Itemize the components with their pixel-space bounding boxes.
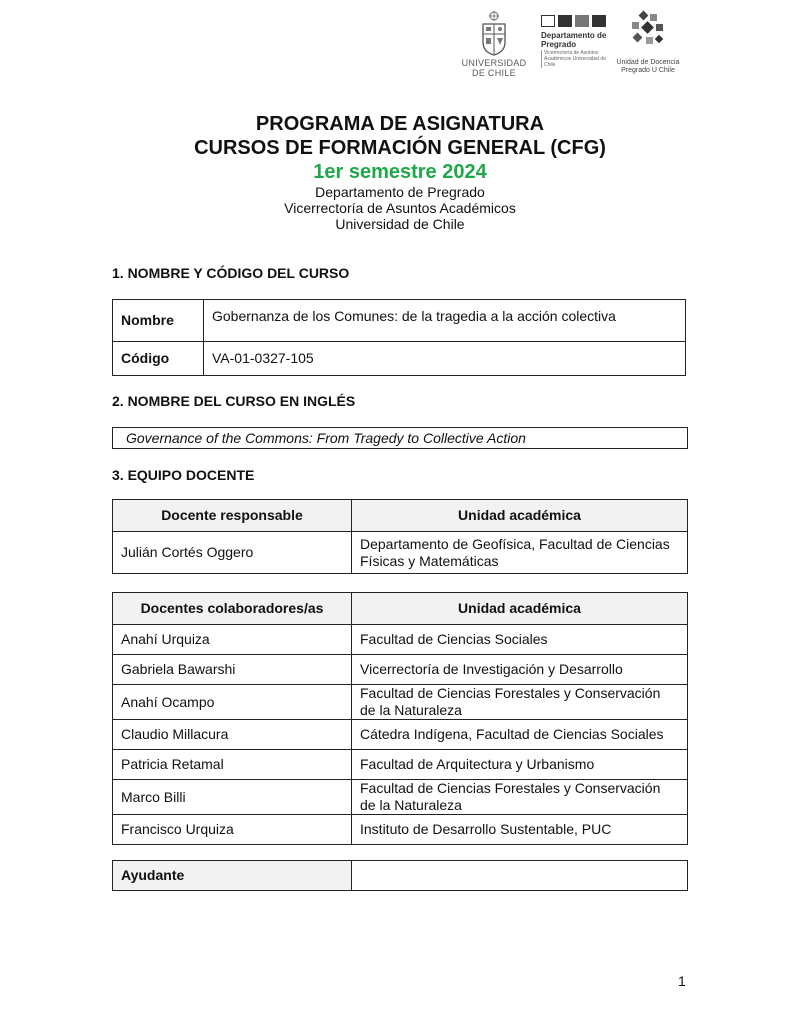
- collaborator-unit: Vicerrectoría de Investigación y Desarrollo: [352, 655, 688, 685]
- responsible-name: Julián Cortés Oggero: [113, 532, 352, 574]
- nombre-value: Gobernanza de los Comunes: de la tragedia a la acción colectiva: [204, 300, 686, 342]
- collaborator-name: Patricia Retamal: [113, 750, 352, 780]
- table-header-row: [113, 500, 688, 532]
- unidad-docencia-mark-icon: [628, 10, 668, 52]
- responsible-unit: Departamento de Geofísica, Facultad de Ciencias Físicas y Matemáticas: [352, 532, 688, 574]
- collaborator-name: Marco Billi: [113, 780, 352, 815]
- responsible-teacher-table: [112, 499, 688, 574]
- table-row: [113, 342, 686, 376]
- collaborator-unit: Instituto de Desarrollo Sustentable, PUC: [352, 815, 688, 845]
- university-crest-icon: [474, 10, 514, 56]
- table-row: [113, 720, 688, 750]
- table-row: [113, 300, 686, 342]
- table-row: [113, 532, 688, 574]
- ayudante-label: Ayudante: [113, 861, 352, 891]
- collaborator-unit: Facultad de Ciencias Sociales: [352, 625, 688, 655]
- ayudante-value: [352, 861, 688, 891]
- document-header: [0, 112, 800, 232]
- unidad-docencia-logo-name: Unidad de Docencia Pregrado U Chile: [616, 59, 680, 74]
- codigo-value: VA-01-0327-105: [204, 342, 686, 376]
- table-row: [113, 685, 688, 720]
- collaborator-name: Claudio Millacura: [113, 720, 352, 750]
- collaborator-unit: Facultad de Ciencias Forestales y Conservación de la Naturaleza: [352, 780, 688, 815]
- table-row: [113, 655, 688, 685]
- codigo-label: Código: [113, 342, 204, 376]
- nombre-label: Nombre: [113, 300, 204, 342]
- departamento-pregrado-logo: [541, 10, 607, 68]
- page-number: 1: [678, 973, 686, 989]
- header-vicerrectoria: Vicerrectoría de Asuntos Académicos: [284, 200, 516, 216]
- section-1-heading: 1. NOMBRE Y CÓDIGO DEL CURSO: [112, 265, 350, 281]
- collaborator-unit: Cátedra Indígena, Facultad de Ciencias Sociales: [352, 720, 688, 750]
- docentes-colaboradores-header: Docentes colaboradores/as: [113, 593, 352, 625]
- collaborators-table: [112, 592, 688, 845]
- table-header-row: [113, 593, 688, 625]
- departamento-logo-name: Departamento de Pregrado: [541, 31, 607, 49]
- english-course-name: Governance of the Commons: From Tragedy to Collective Action: [112, 427, 688, 449]
- unidad-docencia-logo: [615, 10, 681, 75]
- universidad-de-chile-logo: [455, 10, 533, 78]
- document-title-line2: CURSOS DE FORMACIÓN GENERAL (CFG): [194, 137, 606, 159]
- collaborator-name: Francisco Urquiza: [113, 815, 352, 845]
- collaborator-name: Anahí Urquiza: [113, 625, 352, 655]
- section-2-heading: 2. NOMBRE DEL CURSO EN INGLÉS: [112, 393, 356, 409]
- docente-responsable-header: Docente responsable: [113, 500, 352, 532]
- document-title-line1: PROGRAMA DE ASIGNATURA: [255, 113, 545, 135]
- collaborator-name: Anahí Ocampo: [113, 685, 352, 720]
- collaborator-name: Gabriela Bawarshi: [113, 655, 352, 685]
- collaborator-unit: Facultad de Arquitectura y Urbanismo: [352, 750, 688, 780]
- collaborator-unit: Facultad de Ciencias Forestales y Conservación de la Naturaleza: [352, 685, 688, 720]
- unidad-academica-header: Unidad académica: [352, 593, 688, 625]
- table-row: [113, 625, 688, 655]
- header-department: Departamento de Pregrado: [315, 184, 485, 200]
- table-row: [113, 780, 688, 815]
- ayudante-table: [112, 860, 688, 891]
- departamento-squares-icon: [541, 15, 607, 27]
- semester-label: 1er semestre 2024: [313, 161, 487, 183]
- departamento-logo-subtitle: Vicerrectoría de Asuntos Académicos Universidad de Chile: [541, 50, 607, 68]
- section-3-heading: 3. EQUIPO DOCENTE: [112, 467, 255, 483]
- header-logos: [455, 10, 685, 90]
- table-row: [113, 750, 688, 780]
- course-name-code-table: [112, 299, 686, 376]
- unidad-academica-header: Unidad académica: [352, 500, 688, 532]
- header-university: Universidad de Chile: [335, 216, 465, 232]
- table-row: [113, 861, 688, 891]
- table-row: [113, 815, 688, 845]
- universidad-de-chile-wordmark: UNIVERSIDAD DE CHILE: [461, 58, 527, 78]
